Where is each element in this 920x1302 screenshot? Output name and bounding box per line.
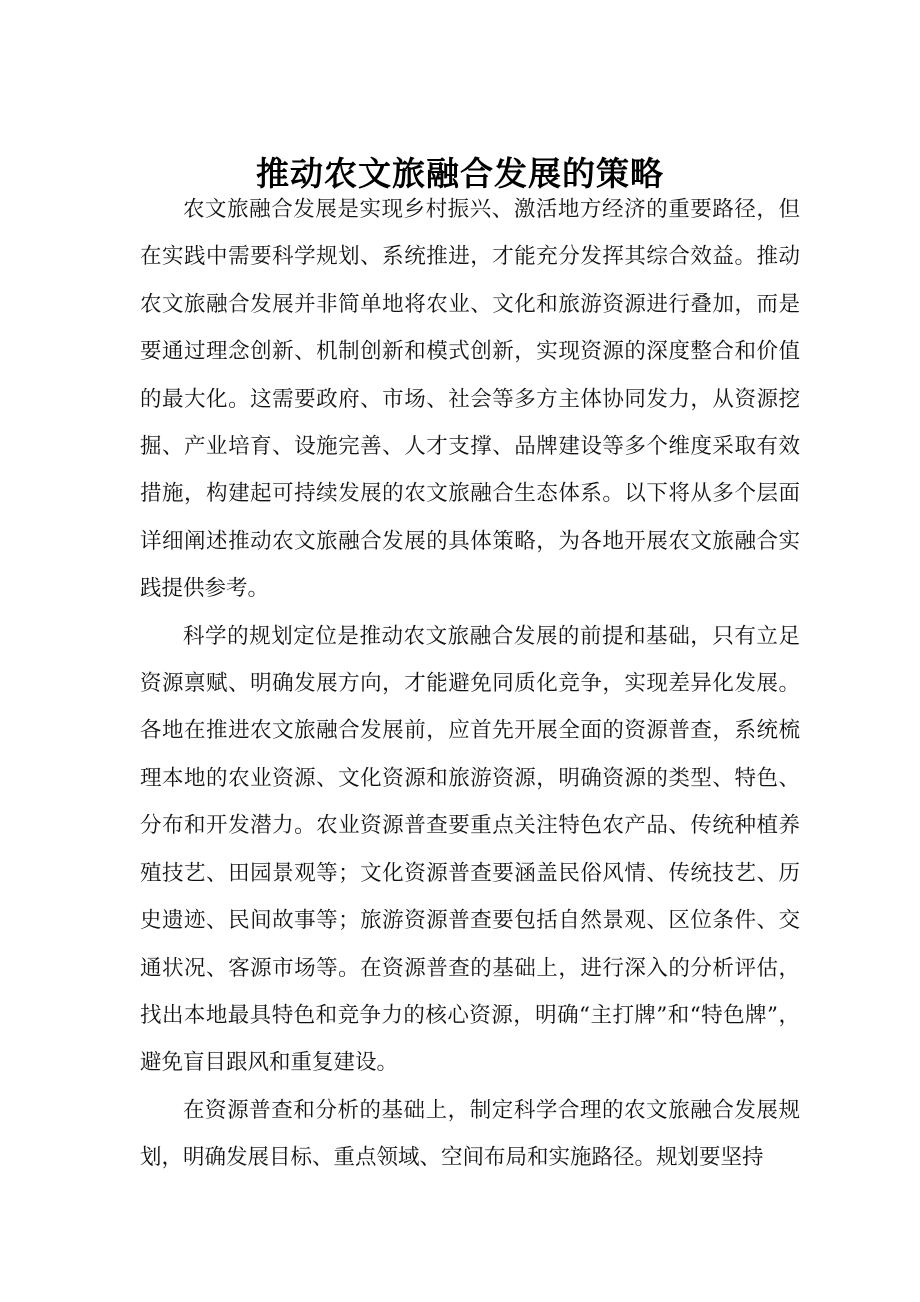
document-body [140,186,800,1182]
paragraph-development-plan: 在资源普查和分析的基础上，制定科学合理的农文旅融合发展规划，明确发展目标、重点领域、空间布局和实施路径。规划要坚持 [140,1097,800,1171]
document-title: 推动农文旅融合发展的策略 [256,154,664,194]
paragraph-intro: 农文旅融合发展是实现乡村振兴、激活地方经济的重要路径，但在实践中需要科学规划、系统推进，才能充分发挥其综合效益。推动农文旅融合发展并非简单地将农业、文化和旅游资源进行叠加，而是要通过理念创新、机制创新和模式创新，实现资源的深度整合和价值的最大化。这需要政府、市场、社会等多方主体协同发力，从资源挖掘、产业培育、设施完善、人才支撑、品牌建设等多个维度采取有效措施，构建起可持续发展的农文旅融合生态体系。以下将从多个层面详细阐述推动农文旅融合发展的具体策略，为各地开展农文旅融合实践提供参考。 [140,197,800,602]
paragraph-planning-positioning: 科学的规划定位是推动农文旅融合发展的前提和基础，只有立足资源禀赋、明确发展方向，才能避免同质化竞争，实现差异化发展。各地在推进农文旅融合发展前，应首先开展全面的资源普查，系统梳理本地的农业资源、文化资源和旅游资源，明确资源的类型、特色、分布和开发潜力。农业资源普查要重点关注特色农产品、传统种植养殖技艺、田园景观等；文化资源普查要涵盖民俗风情、传统技艺、历史遗迹、民间故事等；旅游资源普查要包括自然景观、区位条件、交通状况、客源市场等。在资源普查的基础上，进行深入的分析评估，找出本地最具特色和竞争力的核心资源，明确“主打牌”和“特色牌”，避免盲目跟风和重复建设。 [140,623,800,1076]
